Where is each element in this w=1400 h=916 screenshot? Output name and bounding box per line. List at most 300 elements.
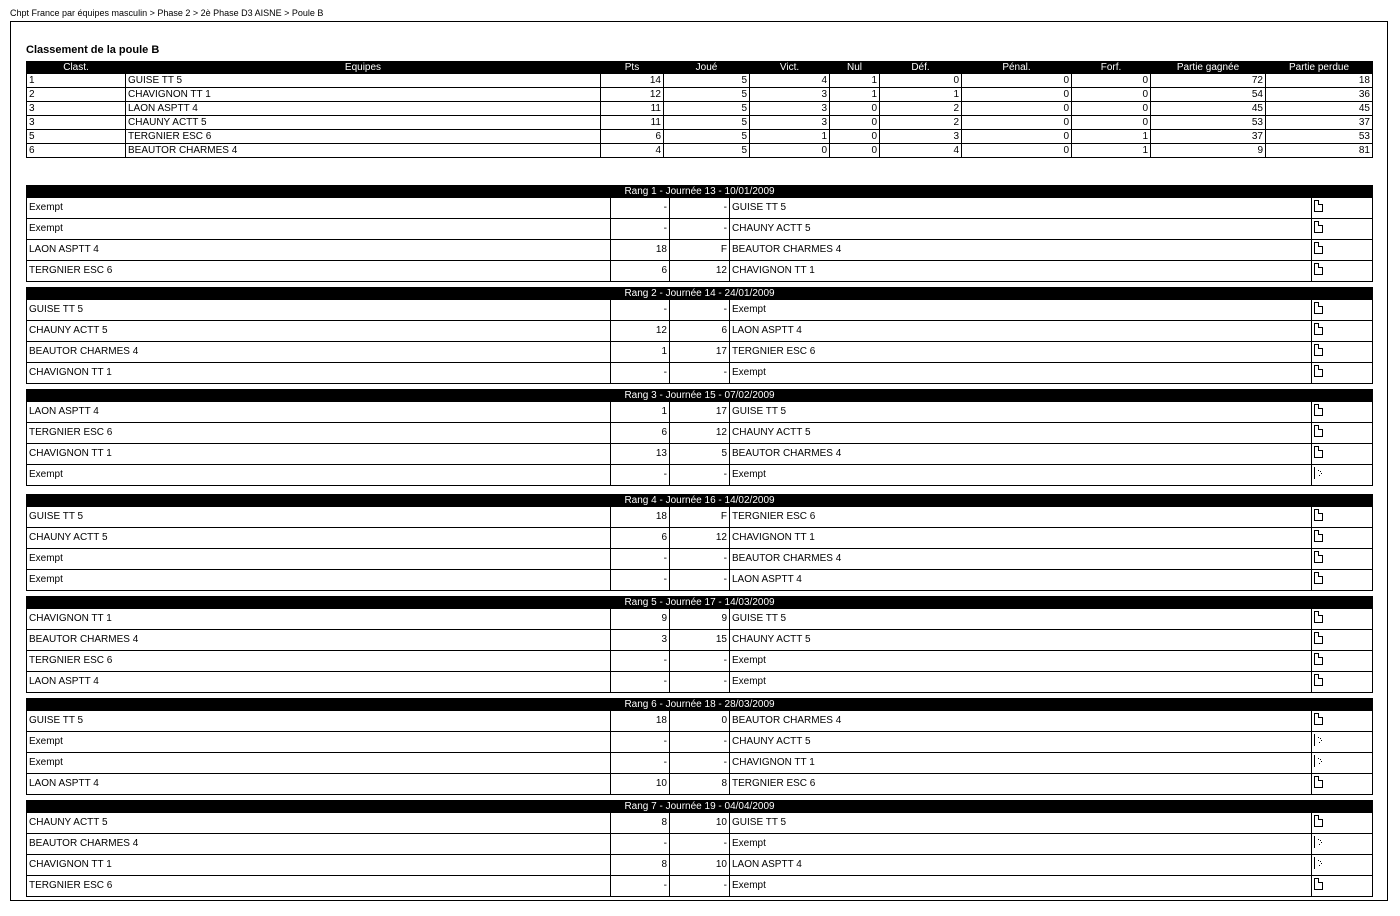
round-header-row bbox=[27, 186, 1373, 198]
document-icon[interactable] bbox=[1314, 323, 1323, 335]
standings-played: 5 bbox=[664, 130, 750, 144]
home-score: - bbox=[611, 876, 670, 897]
home-score: - bbox=[611, 549, 670, 570]
round-title: Rang 6 - Journée 18 - 28/03/2009 bbox=[27, 699, 1373, 711]
home-team[interactable]: Exempt bbox=[27, 465, 611, 486]
match-row bbox=[27, 240, 1373, 261]
header-partie-perdue[interactable]: Partie perdue bbox=[1266, 62, 1373, 74]
away-score: - bbox=[670, 651, 730, 672]
standings-losses: 0 bbox=[880, 74, 962, 88]
header-partie-gagnee[interactable]: Partie gagnée bbox=[1151, 62, 1266, 74]
home-team[interactable]: Exempt bbox=[27, 753, 611, 774]
away-score: 12 bbox=[670, 261, 730, 282]
partial-document-icon[interactable] bbox=[1314, 755, 1323, 767]
document-icon[interactable] bbox=[1314, 632, 1323, 644]
standings-forfeits: 1 bbox=[1072, 144, 1151, 158]
away-team[interactable]: BEAUTOR CHARMES 4 bbox=[730, 549, 1312, 570]
standings-losses: 3 bbox=[880, 130, 962, 144]
home-team[interactable]: GUISE TT 5 bbox=[27, 507, 611, 528]
match-row bbox=[27, 321, 1373, 342]
document-icon[interactable] bbox=[1314, 653, 1323, 665]
away-team[interactable]: BEAUTOR CHARMES 4 bbox=[730, 444, 1312, 465]
table-row bbox=[27, 102, 1373, 116]
match-row bbox=[27, 300, 1373, 321]
standings-forfeits: 0 bbox=[1072, 88, 1151, 102]
match-row bbox=[27, 570, 1373, 591]
home-score: - bbox=[611, 465, 670, 486]
match-sheet-cell bbox=[1312, 813, 1373, 834]
away-score: - bbox=[670, 753, 730, 774]
match-sheet-cell bbox=[1312, 261, 1373, 282]
match-row bbox=[27, 219, 1373, 240]
standings-games-lost: 36 bbox=[1266, 88, 1373, 102]
home-team[interactable]: GUISE TT 5 bbox=[27, 300, 611, 321]
match-row bbox=[27, 444, 1373, 465]
away-team[interactable]: BEAUTOR CHARMES 4 bbox=[730, 240, 1312, 261]
standings-penalties: 0 bbox=[962, 74, 1072, 88]
away-team[interactable]: BEAUTOR CHARMES 4 bbox=[730, 711, 1312, 732]
home-score: - bbox=[611, 570, 670, 591]
header-clast[interactable]: Clast. bbox=[27, 62, 126, 74]
home-team[interactable]: TERGNIER ESC 6 bbox=[27, 651, 611, 672]
home-team[interactable]: CHAVIGNON TT 1 bbox=[27, 444, 611, 465]
home-team[interactable]: CHAUNY ACTT 5 bbox=[27, 321, 611, 342]
away-team[interactable]: CHAUNY ACTT 5 bbox=[730, 630, 1312, 651]
standings-draws: 0 bbox=[830, 116, 880, 130]
home-score: 6 bbox=[611, 261, 670, 282]
standings-points: 11 bbox=[601, 116, 664, 130]
away-score: - bbox=[670, 198, 730, 219]
match-sheet-cell bbox=[1312, 609, 1373, 630]
match-row bbox=[27, 465, 1373, 486]
match-sheet-cell bbox=[1312, 774, 1373, 795]
away-score: 8 bbox=[670, 774, 730, 795]
home-score: 18 bbox=[611, 240, 670, 261]
home-score: 18 bbox=[611, 711, 670, 732]
match-sheet-cell bbox=[1312, 321, 1373, 342]
standings-forfeits: 0 bbox=[1072, 102, 1151, 116]
home-team[interactable]: CHAVIGNON TT 1 bbox=[27, 855, 611, 876]
standings-played: 5 bbox=[664, 102, 750, 116]
match-row bbox=[27, 630, 1373, 651]
away-score: - bbox=[670, 672, 730, 693]
away-score: 5 bbox=[670, 444, 730, 465]
home-score: - bbox=[611, 651, 670, 672]
standings-header-row bbox=[27, 62, 1373, 74]
home-score: 9 bbox=[611, 609, 670, 630]
table-row bbox=[27, 88, 1373, 102]
standings-points: 4 bbox=[601, 144, 664, 158]
document-icon[interactable] bbox=[1314, 611, 1323, 623]
standings-rank: 6 bbox=[27, 144, 126, 158]
table-row bbox=[27, 116, 1373, 130]
standings-wins: 1 bbox=[750, 130, 830, 144]
match-sheet-cell bbox=[1312, 507, 1373, 528]
home-team[interactable]: Exempt bbox=[27, 732, 611, 753]
away-score: 6 bbox=[670, 321, 730, 342]
standings-draws: 0 bbox=[830, 130, 880, 144]
away-score: 0 bbox=[670, 711, 730, 732]
match-sheet-cell bbox=[1312, 240, 1373, 261]
document-icon[interactable] bbox=[1314, 674, 1323, 686]
header-vict[interactable]: Vict. bbox=[750, 62, 830, 74]
away-score: - bbox=[670, 363, 730, 384]
home-score: 10 bbox=[611, 774, 670, 795]
standings-forfeits: 0 bbox=[1072, 116, 1151, 130]
home-score: 12 bbox=[611, 321, 670, 342]
away-team[interactable]: LAON ASPTT 4 bbox=[730, 321, 1312, 342]
home-team[interactable]: BEAUTOR CHARMES 4 bbox=[27, 342, 611, 363]
round-table bbox=[26, 596, 1373, 693]
away-score: - bbox=[670, 876, 730, 897]
document-icon[interactable] bbox=[1314, 509, 1323, 521]
document-icon[interactable] bbox=[1314, 302, 1323, 314]
standings-draws: 1 bbox=[830, 74, 880, 88]
document-icon[interactable] bbox=[1314, 425, 1323, 437]
match-row bbox=[27, 198, 1373, 219]
standings-points: 11 bbox=[601, 102, 664, 116]
home-team[interactable]: Exempt bbox=[27, 198, 611, 219]
standings-games-lost: 53 bbox=[1266, 130, 1373, 144]
standings-forfeits: 1 bbox=[1072, 130, 1151, 144]
match-row bbox=[27, 855, 1373, 876]
home-score: - bbox=[611, 753, 670, 774]
match-row bbox=[27, 876, 1373, 897]
match-sheet-cell bbox=[1312, 444, 1373, 465]
document-icon[interactable] bbox=[1314, 365, 1323, 377]
header-pts[interactable]: Pts bbox=[601, 62, 664, 74]
standings-losses: 2 bbox=[880, 116, 962, 130]
document-icon[interactable] bbox=[1314, 242, 1323, 254]
away-score: 12 bbox=[670, 528, 730, 549]
match-sheet-cell bbox=[1312, 672, 1373, 693]
round-header-row bbox=[27, 801, 1373, 813]
standings-draws: 0 bbox=[830, 144, 880, 158]
match-row bbox=[27, 774, 1373, 795]
away-team[interactable]: Exempt bbox=[730, 465, 1312, 486]
home-team[interactable]: GUISE TT 5 bbox=[27, 711, 611, 732]
standings-team-name[interactable]: LAON ASPTT 4 bbox=[126, 102, 601, 116]
standings-games-won: 72 bbox=[1151, 74, 1266, 88]
match-sheet-cell bbox=[1312, 342, 1373, 363]
standings-losses: 2 bbox=[880, 102, 962, 116]
home-team[interactable]: BEAUTOR CHARMES 4 bbox=[27, 630, 611, 651]
partial-document-icon[interactable] bbox=[1314, 836, 1323, 848]
document-icon[interactable] bbox=[1314, 878, 1323, 890]
standings-played: 5 bbox=[664, 74, 750, 88]
away-team[interactable]: CHAVIGNON TT 1 bbox=[730, 261, 1312, 282]
table-row bbox=[27, 130, 1373, 144]
round-table bbox=[26, 494, 1373, 591]
standings-team-name[interactable]: TERGNIER ESC 6 bbox=[126, 130, 601, 144]
home-team[interactable]: Exempt bbox=[27, 219, 611, 240]
away-score: - bbox=[670, 465, 730, 486]
round-table bbox=[26, 389, 1373, 486]
match-sheet-cell bbox=[1312, 423, 1373, 444]
away-score: 10 bbox=[670, 813, 730, 834]
header-equipes[interactable]: Equipes bbox=[126, 62, 601, 74]
match-sheet-cell bbox=[1312, 876, 1373, 897]
standings-games-lost: 37 bbox=[1266, 116, 1373, 130]
header-forf[interactable]: Forf. bbox=[1072, 62, 1151, 74]
standings-losses: 4 bbox=[880, 144, 962, 158]
away-team[interactable]: Exempt bbox=[730, 651, 1312, 672]
match-row bbox=[27, 711, 1373, 732]
standings-games-lost: 81 bbox=[1266, 144, 1373, 158]
away-score: F bbox=[670, 507, 730, 528]
home-team[interactable]: TERGNIER ESC 6 bbox=[27, 876, 611, 897]
standings-team-name[interactable]: CHAVIGNON TT 1 bbox=[126, 88, 601, 102]
round-header-row bbox=[27, 288, 1373, 300]
home-score: 1 bbox=[611, 342, 670, 363]
match-sheet-cell bbox=[1312, 711, 1373, 732]
standings-wins: 0 bbox=[750, 144, 830, 158]
document-icon[interactable] bbox=[1314, 404, 1323, 416]
home-team[interactable]: CHAVIGNON TT 1 bbox=[27, 363, 611, 384]
home-team[interactable]: BEAUTOR CHARMES 4 bbox=[27, 834, 611, 855]
match-row bbox=[27, 672, 1373, 693]
round-title: Rang 3 - Journée 15 - 07/02/2009 bbox=[27, 390, 1373, 402]
match-row bbox=[27, 834, 1373, 855]
standings-points: 6 bbox=[601, 130, 664, 144]
standings-rank: 5 bbox=[27, 130, 126, 144]
round-table bbox=[26, 287, 1373, 384]
document-icon[interactable] bbox=[1314, 713, 1323, 725]
home-score: 18 bbox=[611, 507, 670, 528]
home-score: - bbox=[611, 219, 670, 240]
standings-team-name[interactable]: BEAUTOR CHARMES 4 bbox=[126, 144, 601, 158]
match-row bbox=[27, 363, 1373, 384]
header-joue[interactable]: Joué bbox=[664, 62, 750, 74]
round-table bbox=[26, 698, 1373, 795]
breadcrumb[interactable]: Chpt France par équipes masculin > Phase 2 > 2è Phase D3 AISNE > Poule B bbox=[10, 8, 324, 18]
standings-rank: 3 bbox=[27, 102, 126, 116]
match-row bbox=[27, 261, 1373, 282]
standings-penalties: 0 bbox=[962, 116, 1072, 130]
match-sheet-cell bbox=[1312, 402, 1373, 423]
standings-games-lost: 18 bbox=[1266, 74, 1373, 88]
standings-games-won: 37 bbox=[1151, 130, 1266, 144]
home-team[interactable]: TERGNIER ESC 6 bbox=[27, 261, 611, 282]
home-team[interactable]: CHAUNY ACTT 5 bbox=[27, 528, 611, 549]
round-title: Rang 1 - Journée 13 - 10/01/2009 bbox=[27, 186, 1373, 198]
round-title: Rang 2 - Journée 14 - 24/01/2009 bbox=[27, 288, 1373, 300]
header-def[interactable]: Déf. bbox=[880, 62, 962, 74]
partial-document-icon[interactable] bbox=[1314, 857, 1323, 869]
match-row bbox=[27, 402, 1373, 423]
partial-document-icon[interactable] bbox=[1314, 734, 1323, 746]
document-icon[interactable] bbox=[1314, 344, 1323, 356]
standings-games-won: 53 bbox=[1151, 116, 1266, 130]
standings-draws: 0 bbox=[830, 102, 880, 116]
match-row bbox=[27, 609, 1373, 630]
away-team[interactable]: Exempt bbox=[730, 876, 1312, 897]
match-row bbox=[27, 732, 1373, 753]
away-score: - bbox=[670, 732, 730, 753]
home-team[interactable]: Exempt bbox=[27, 570, 611, 591]
standings-penalties: 0 bbox=[962, 102, 1072, 116]
standings-penalties: 0 bbox=[962, 130, 1072, 144]
round-title: Rang 7 - Journée 19 - 04/04/2009 bbox=[27, 801, 1373, 813]
match-sheet-cell bbox=[1312, 198, 1373, 219]
header-penal[interactable]: Pénal. bbox=[962, 62, 1072, 74]
match-row bbox=[27, 549, 1373, 570]
match-row bbox=[27, 528, 1373, 549]
standings-played: 5 bbox=[664, 144, 750, 158]
home-score: 3 bbox=[611, 630, 670, 651]
away-team[interactable]: CHAVIGNON TT 1 bbox=[730, 753, 1312, 774]
match-row bbox=[27, 813, 1373, 834]
round-header-row bbox=[27, 390, 1373, 402]
standings-games-lost: 45 bbox=[1266, 102, 1373, 116]
away-team[interactable]: TERGNIER ESC 6 bbox=[730, 507, 1312, 528]
match-sheet-cell bbox=[1312, 651, 1373, 672]
standings-games-won: 9 bbox=[1151, 144, 1266, 158]
standings-wins: 3 bbox=[750, 88, 830, 102]
round-header-row bbox=[27, 597, 1373, 609]
standings-rank: 1 bbox=[27, 74, 126, 88]
round-table bbox=[26, 800, 1373, 897]
match-sheet-cell bbox=[1312, 528, 1373, 549]
document-icon[interactable] bbox=[1314, 551, 1323, 563]
home-team[interactable]: Exempt bbox=[27, 549, 611, 570]
partial-document-icon[interactable] bbox=[1314, 467, 1323, 479]
away-team[interactable]: LAON ASPTT 4 bbox=[730, 855, 1312, 876]
match-sheet-cell bbox=[1312, 363, 1373, 384]
away-score: 9 bbox=[670, 609, 730, 630]
document-icon[interactable] bbox=[1314, 572, 1323, 584]
away-team[interactable]: CHAVIGNON TT 1 bbox=[730, 528, 1312, 549]
document-icon[interactable] bbox=[1314, 221, 1323, 233]
standings-wins: 3 bbox=[750, 116, 830, 130]
away-team[interactable]: GUISE TT 5 bbox=[730, 813, 1312, 834]
home-team[interactable]: CHAVIGNON TT 1 bbox=[27, 609, 611, 630]
home-score: 6 bbox=[611, 423, 670, 444]
home-score: - bbox=[611, 300, 670, 321]
standings-losses: 1 bbox=[880, 88, 962, 102]
match-row bbox=[27, 423, 1373, 444]
table-row bbox=[27, 74, 1373, 88]
match-sheet-cell bbox=[1312, 300, 1373, 321]
away-team[interactable]: GUISE TT 5 bbox=[730, 609, 1312, 630]
match-row bbox=[27, 753, 1373, 774]
standings-forfeits: 0 bbox=[1072, 74, 1151, 88]
match-row bbox=[27, 507, 1373, 528]
page-title: Classement de la poule B bbox=[26, 44, 160, 56]
match-row bbox=[27, 651, 1373, 672]
away-team[interactable]: LAON ASPTT 4 bbox=[730, 570, 1312, 591]
away-team[interactable]: CHAUNY ACTT 5 bbox=[730, 219, 1312, 240]
match-sheet-cell bbox=[1312, 855, 1373, 876]
standings-team-name[interactable]: GUISE TT 5 bbox=[126, 74, 601, 88]
match-sheet-cell bbox=[1312, 570, 1373, 591]
away-score: - bbox=[670, 300, 730, 321]
home-team[interactable]: LAON ASPTT 4 bbox=[27, 402, 611, 423]
away-team[interactable]: GUISE TT 5 bbox=[730, 402, 1312, 423]
document-icon[interactable] bbox=[1314, 530, 1323, 542]
round-table bbox=[26, 185, 1373, 282]
away-score: 15 bbox=[670, 630, 730, 651]
away-team[interactable]: GUISE TT 5 bbox=[730, 198, 1312, 219]
home-team[interactable]: LAON ASPTT 4 bbox=[27, 240, 611, 261]
match-row bbox=[27, 342, 1373, 363]
round-header-row bbox=[27, 699, 1373, 711]
away-score: F bbox=[670, 240, 730, 261]
away-score: - bbox=[670, 570, 730, 591]
match-sheet-cell bbox=[1312, 549, 1373, 570]
home-team[interactable]: LAON ASPTT 4 bbox=[27, 672, 611, 693]
round-title: Rang 5 - Journée 17 - 14/03/2009 bbox=[27, 597, 1373, 609]
home-team[interactable]: LAON ASPTT 4 bbox=[27, 774, 611, 795]
away-score: 10 bbox=[670, 855, 730, 876]
header-nul[interactable]: Nul bbox=[830, 62, 880, 74]
document-icon[interactable] bbox=[1314, 815, 1323, 827]
match-sheet-cell bbox=[1312, 465, 1373, 486]
standings-played: 5 bbox=[664, 116, 750, 130]
away-score: - bbox=[670, 219, 730, 240]
document-icon[interactable] bbox=[1314, 263, 1323, 275]
standings-wins: 4 bbox=[750, 74, 830, 88]
home-score: - bbox=[611, 834, 670, 855]
away-score: 17 bbox=[670, 342, 730, 363]
standings-rank: 2 bbox=[27, 88, 126, 102]
away-team[interactable]: Exempt bbox=[730, 672, 1312, 693]
away-team[interactable]: CHAUNY ACTT 5 bbox=[730, 732, 1312, 753]
standings-points: 12 bbox=[601, 88, 664, 102]
standings-wins: 3 bbox=[750, 102, 830, 116]
away-team[interactable]: Exempt bbox=[730, 834, 1312, 855]
match-sheet-cell bbox=[1312, 219, 1373, 240]
away-team[interactable]: CHAUNY ACTT 5 bbox=[730, 423, 1312, 444]
away-score: - bbox=[670, 834, 730, 855]
standings-rank: 3 bbox=[27, 116, 126, 130]
document-icon[interactable] bbox=[1314, 776, 1323, 788]
away-score: 17 bbox=[670, 402, 730, 423]
standings-games-won: 54 bbox=[1151, 88, 1266, 102]
home-team[interactable]: CHAUNY ACTT 5 bbox=[27, 813, 611, 834]
match-sheet-cell bbox=[1312, 732, 1373, 753]
match-sheet-cell bbox=[1312, 753, 1373, 774]
standings-draws: 1 bbox=[830, 88, 880, 102]
home-score: 13 bbox=[611, 444, 670, 465]
home-score: 6 bbox=[611, 528, 670, 549]
home-score: - bbox=[611, 363, 670, 384]
document-icon[interactable] bbox=[1314, 446, 1323, 458]
home-score: 1 bbox=[611, 402, 670, 423]
away-team[interactable]: TERGNIER ESC 6 bbox=[730, 774, 1312, 795]
away-score: 12 bbox=[670, 423, 730, 444]
home-score: - bbox=[611, 672, 670, 693]
home-score: - bbox=[611, 732, 670, 753]
document-icon[interactable] bbox=[1314, 200, 1323, 212]
away-score: - bbox=[670, 549, 730, 570]
away-team[interactable]: TERGNIER ESC 6 bbox=[730, 342, 1312, 363]
standings-games-won: 45 bbox=[1151, 102, 1266, 116]
away-team[interactable]: Exempt bbox=[730, 300, 1312, 321]
standings-penalties: 0 bbox=[962, 144, 1072, 158]
standings-team-name[interactable]: CHAUNY ACTT 5 bbox=[126, 116, 601, 130]
home-team[interactable]: TERGNIER ESC 6 bbox=[27, 423, 611, 444]
match-sheet-cell bbox=[1312, 834, 1373, 855]
table-row bbox=[27, 144, 1373, 158]
home-score: 8 bbox=[611, 813, 670, 834]
standings-points: 14 bbox=[601, 74, 664, 88]
match-sheet-cell bbox=[1312, 630, 1373, 651]
round-header-row bbox=[27, 495, 1373, 507]
round-title: Rang 4 - Journée 16 - 14/02/2009 bbox=[27, 495, 1373, 507]
away-team[interactable]: Exempt bbox=[730, 363, 1312, 384]
home-score: 8 bbox=[611, 855, 670, 876]
